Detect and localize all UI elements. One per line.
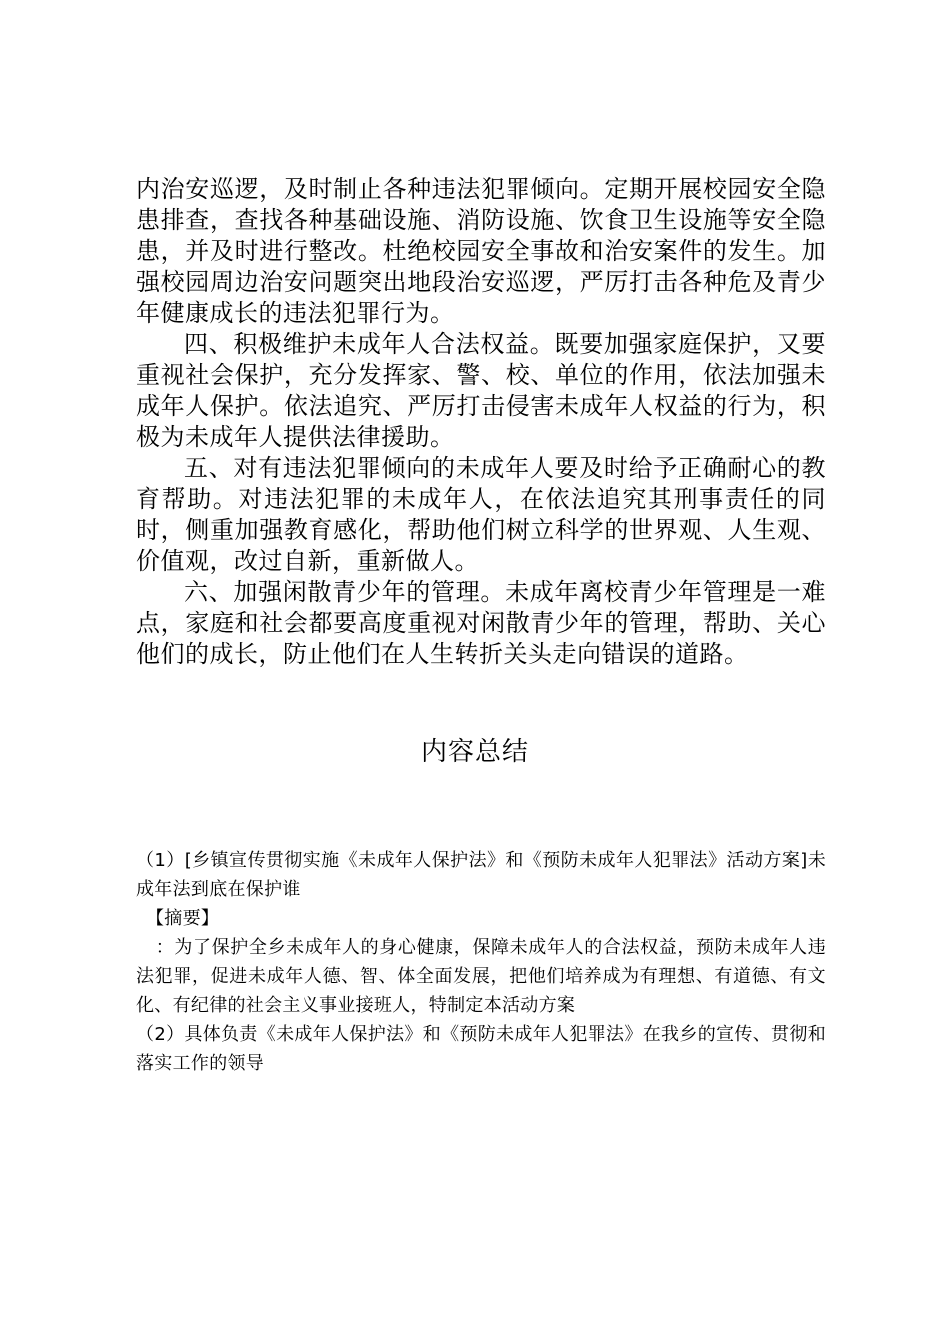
- summary-section: [136, 846, 826, 1078]
- body-paragraph-four: 四、积极维护未成年人合法权益。既要加强家庭保护，又要重视社会保护，充分发挥家、警、校、单位的作用，依法加强未成年人保护。依法追究、严厉打击侵害未成年人权益的行为，积极为未成年人提供法律援助。: [136, 330, 826, 451]
- abstract-text: ：为了保护全乡未成年人的身心健康，保障未成年人的合法权益，预防未成年人违法犯罪，促进未成年人德、智、体全面发展，把他们培养成为有理想、有道德、有文化、有纪律的社会主义事业接班人，特制定本活动方案: [136, 937, 826, 1016]
- abstract-label: 【摘要】: [146, 908, 220, 929]
- body-text: [136, 174, 826, 670]
- body-paragraph-continuation: 内治安巡逻，及时制止各种违法犯罪倾向。定期开展校园安全隐患排查，查找各种基础设施、消防设施、饮食卫生设施等安全隐患，并及时进行整改。杜绝校园安全事故和治安案件的发生。加强校园周边治安问题突出地段治安巡逻，严厉打击各种危及青少年健康成长的违法犯罪行为。: [136, 175, 826, 327]
- body-paragraph-six: 六、加强闲散青少年的管理。未成年离校青少年管理是一难点，家庭和社会都要高度重视对闲散青少年的管理，帮助、关心他们的成长，防止他们在人生转折关头走向错误的道路。: [136, 578, 826, 668]
- summary-item-2: （2）具体负责《未成年人保护法》和《预防未成年人犯罪法》在我乡的宣传、贯彻和落实工作的领导: [136, 1024, 826, 1074]
- summary-item-1: （1）[乡镇宣传贯彻实施《未成年人保护法》和《预防未成年人犯罪法》活动方案]未成年法到底在保护谁: [136, 850, 826, 900]
- summary-title: 内容总结: [420, 737, 529, 767]
- body-paragraph-five: 五、对有违法犯罪倾向的未成年人要及时给予正确耐心的教育帮助。对违法犯罪的未成年人，在依法追究其刑事责任的同时，侧重加强教育感化，帮助他们树立科学的世界观、人生观、价值观，改过自新，重新做人。: [136, 454, 826, 575]
